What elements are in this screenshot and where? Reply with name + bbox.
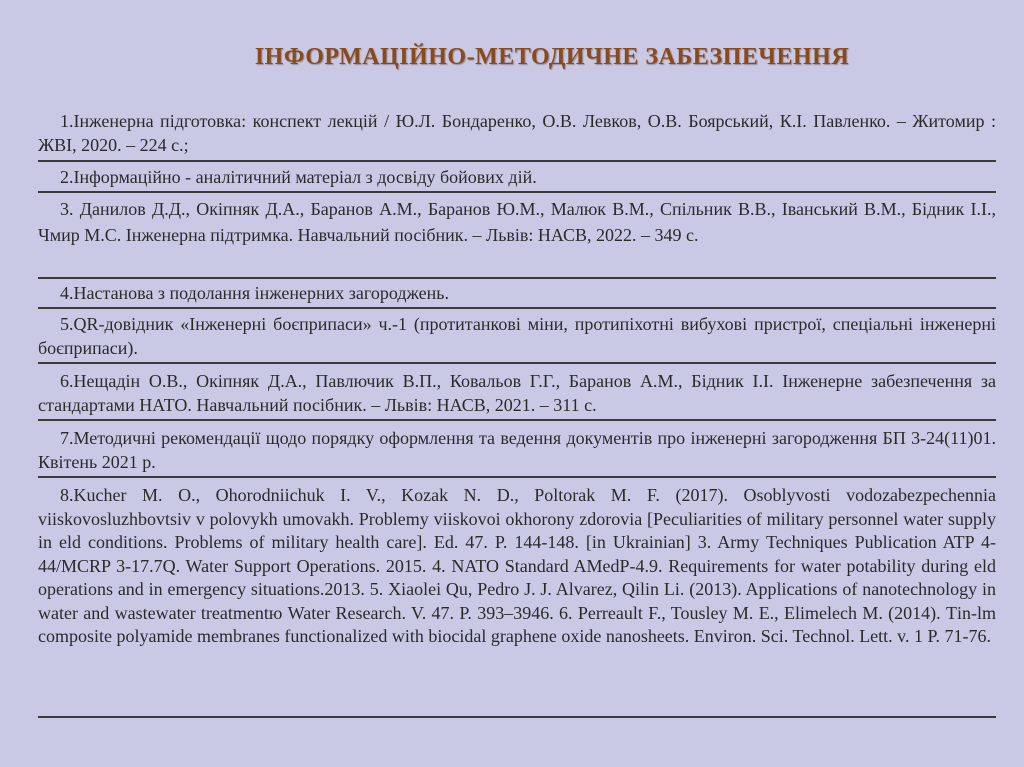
reference-text: 4.Настанова з подолання інженерних загороджень. bbox=[60, 283, 450, 303]
reference-item bbox=[38, 108, 996, 162]
reference-text: 2.Інформаційно - аналітичний матеріал з досвіду бойових дій. bbox=[60, 167, 537, 187]
reference-item bbox=[38, 162, 996, 193]
reference-item bbox=[38, 421, 996, 478]
reference-text: 8.Kucher M. O., Ohorodniichuk I. V., Kozak N. D., Poltorak M. F. (2017). Osoblyvosti vodozabezpechennia viiskovosluzhbovtsiv v polovykh umovakh. Problemy viiskovoi okhorony zdorovia [Peculiarities of military personnel water supply in eld conditions. Problems of military health care]. Ed. 47. P. 144-148. [in Ukrainian] 3. Army Techniques Publication ATP 4-44/MCRP 3-17.7Q. Water Support Operations. 2015. 4. NATO Standard AMedP-4.9. Requirements for water potability during eld operations and in emergency situations.2013. 5. Xiaolei Qu, Pedro J. J. Alvarez, Qilin Li. (2013). Applications of nanotechnology in water and wastewater treatmentю Water Research. V. 47. P. 393–3946. 6. Perreault F., Tousley M. E., Elimelech M. (2014). Тin-lm composite polyamide membranes functionalized with biocidal graphene oxide nanosheets. Environ. Sci. Technol. Lett. v. 1 P. 71-76. bbox=[38, 485, 996, 646]
reference-text: 7.Методичні рекомендації щодо порядку оформлення та ведення документів про інженерні загородження БП 3-24(11)01. Квітень 2021 р. bbox=[38, 428, 996, 472]
page-title: ІНФОРМАЦІЙНО-МЕТОДИЧНЕ ЗАБЕЗПЕЧЕННЯ bbox=[254, 44, 850, 70]
reference-item bbox=[38, 364, 996, 421]
reference-text: 1.Інженерна підготовка: конспект лекцій / Ю.Л. Бондаренко, О.В. Левков, О.В. Боярський, К.І. Павленко. – Житомир : ЖВІ, 2020. – 224 с.; bbox=[38, 111, 996, 155]
reference-text: 3. Данилов Д.Д., Окіпняк Д.А., Баранов А.М., Баранов Ю.М., Малюк В.М., Спільник В.В., Іванський В.М., Бідник І.І., Чмир М.С. Інженерна підтримка. Навчальний посібник. – Львів: НАСВ, 2022. – 349 с. bbox=[38, 199, 996, 245]
reference-text: 5.QR-довідник «Інженерні боєприпаси» ч.-1 (протитанкові міни, протипіхотні вибухові пристрої, спеціальні інженерні боєприпаси). bbox=[38, 314, 996, 358]
reference-item bbox=[38, 279, 996, 309]
reference-list bbox=[38, 108, 996, 718]
reference-item bbox=[38, 309, 996, 364]
reference-item bbox=[38, 193, 996, 279]
reference-text: 6.Нещадін О.В., Окіпняк Д.А., Павлючик В.П., Ковальов Г.Г., Баранов А.М., Бідник І.І. Інженерне забезпечення за стандартами НАТО. Навчальний посібник. – Львів: НАСВ, 2021. – 311 с. bbox=[38, 371, 996, 415]
reference-item bbox=[38, 478, 996, 718]
